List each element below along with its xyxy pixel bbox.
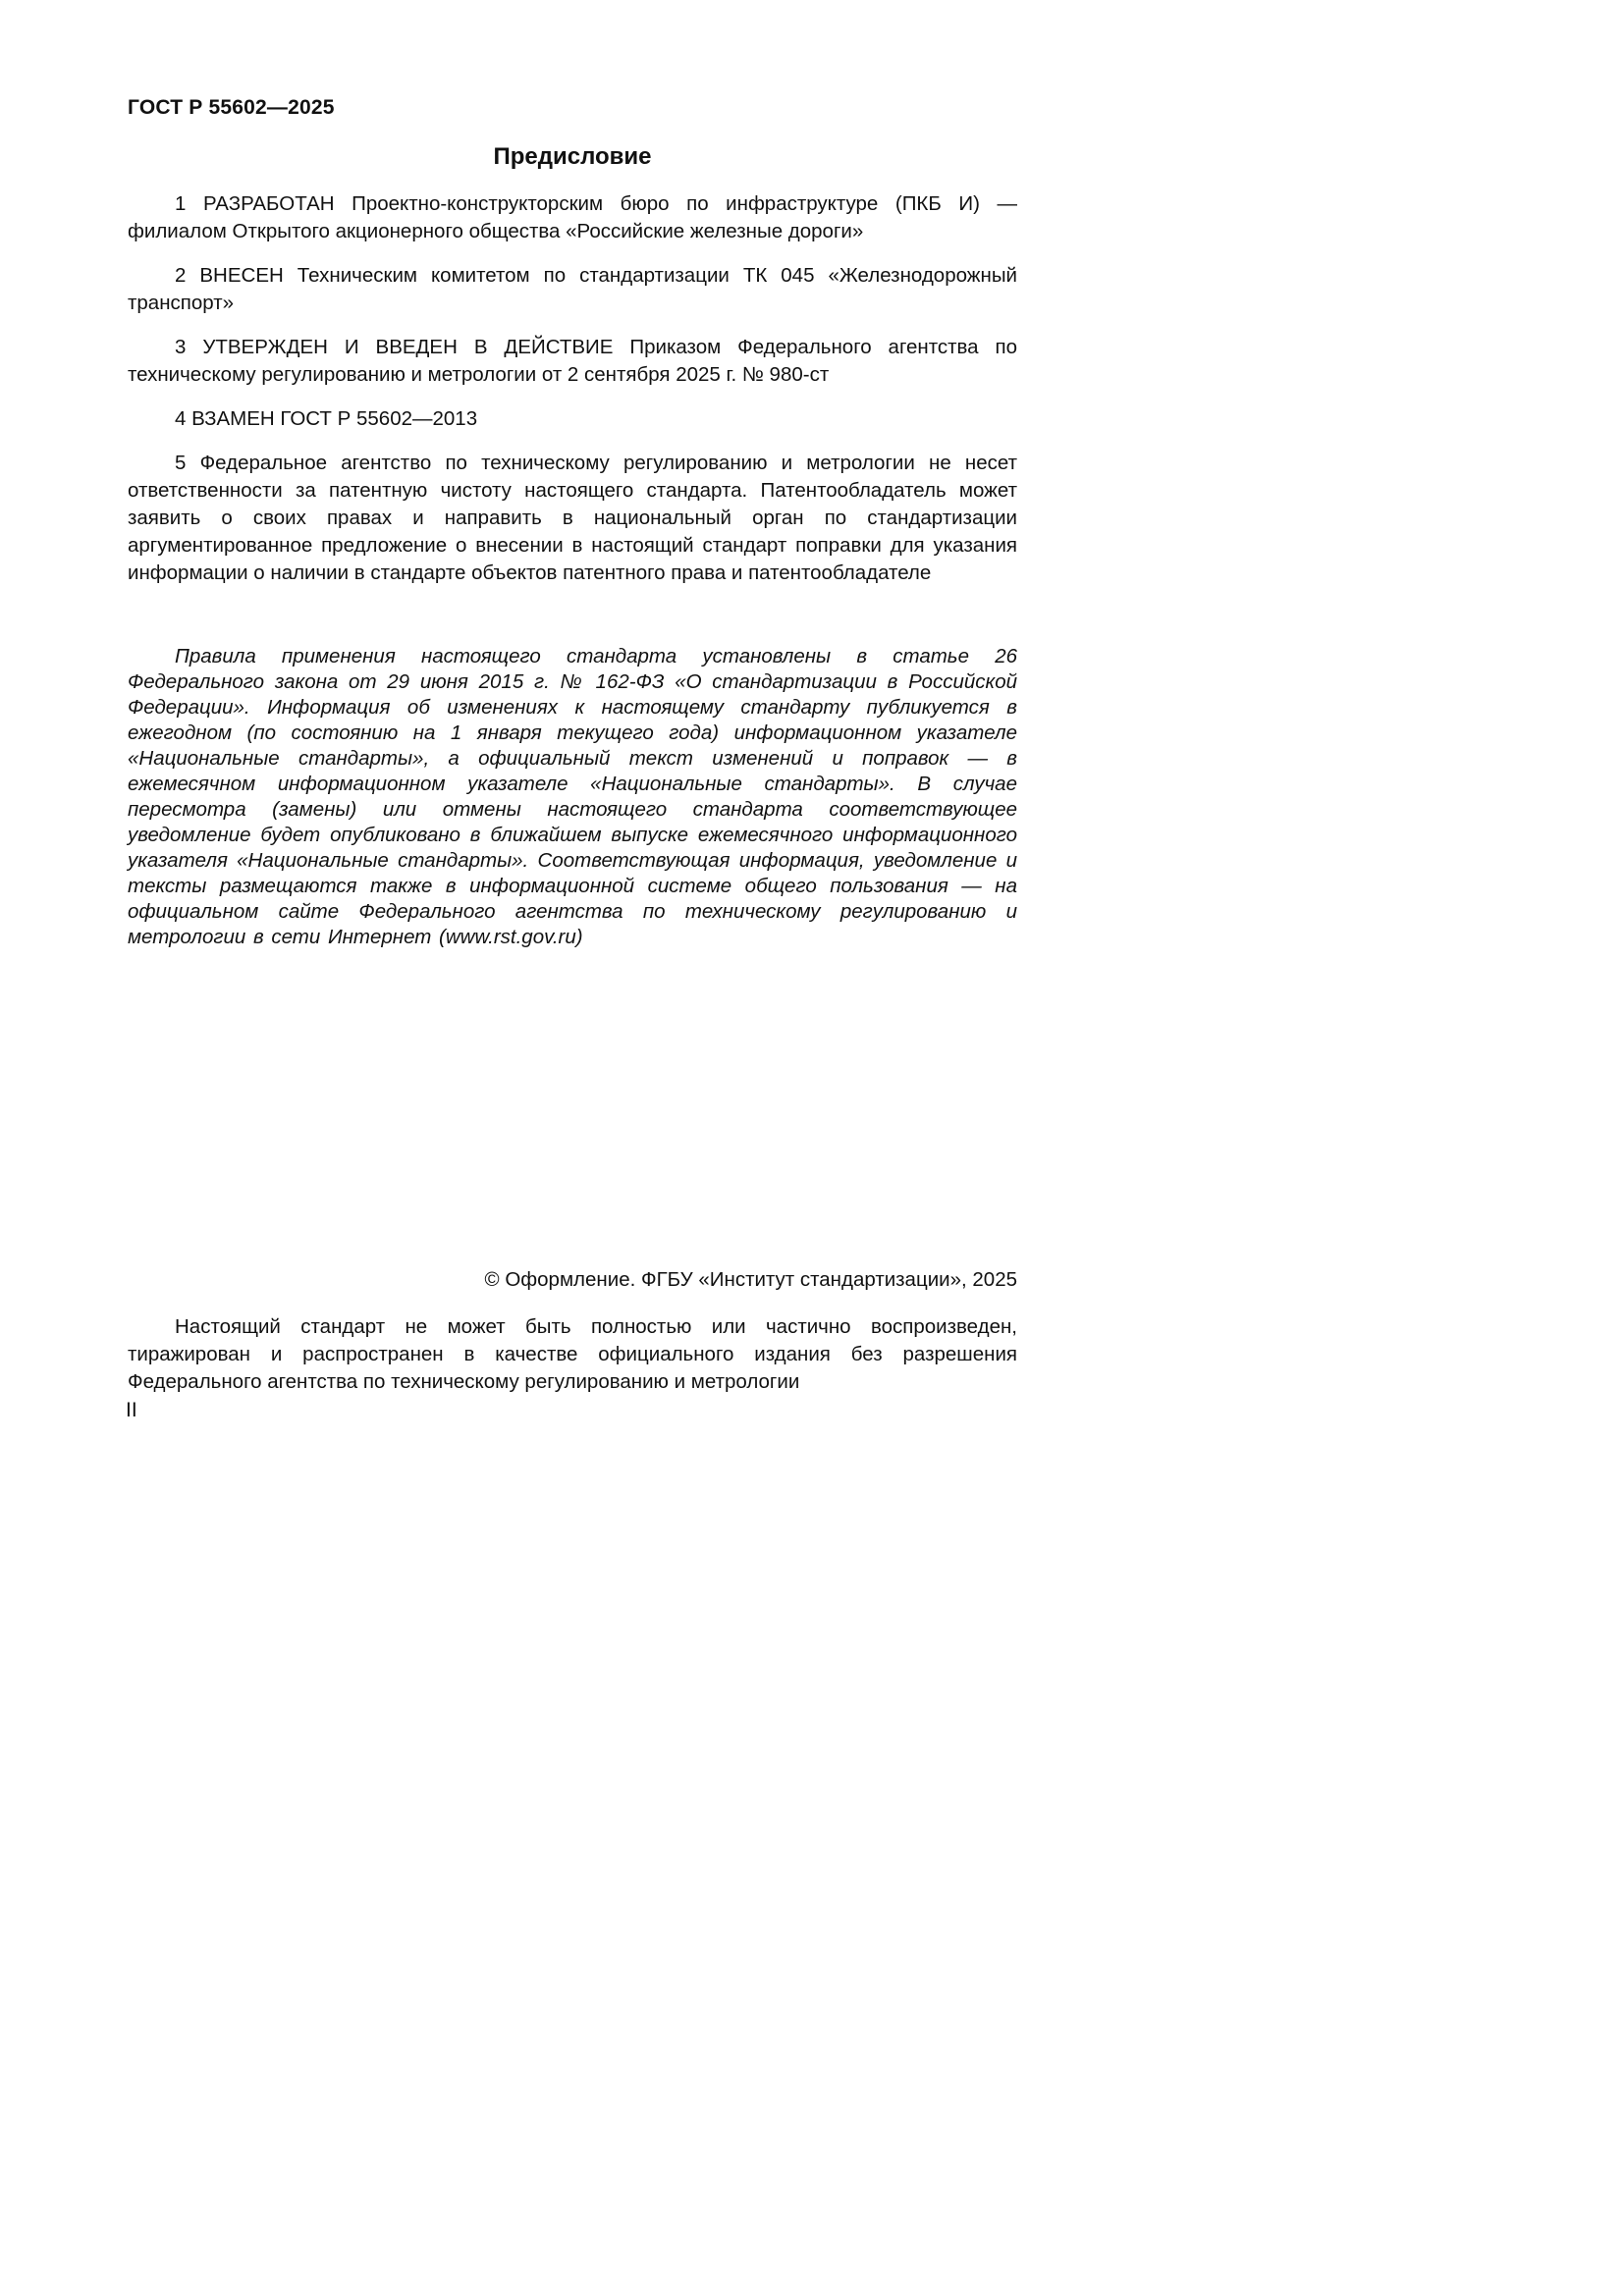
reproduction-restriction-note: Настоящий стандарт не может быть полностью или частично воспроизведен, тиражирован и распространен в качестве официального издания без разрешения Федерального агентства по техническому регулированию и метрологии [128,1315,1017,1393]
page-content [128,96,1017,950]
standard-number-header: ГОСТ Р 55602—2025 [128,96,335,119]
foreword-paragraph-submitted: 2 ВНЕСЕН Техническим комитетом по стандартизации ТК 045 «Железнодорожный транспорт» [128,264,1017,314]
foreword-paragraph-developed: 1 РАЗРАБОТАН Проектно-конструкторским бюро по инфраструктуре (ПКБ И) — филиалом Открытого акционерного общества «Российские железные дороги» [128,192,1017,242]
copyright-line: © Оформление. ФГБУ «Институт стандартизации», 2025 [484,1268,1017,1291]
page-number: II [126,1399,137,1421]
foreword-paragraph-approved: 3 УТВЕРЖДЕН И ВВЕДЕН В ДЕЙСТВИЕ Приказом Федерального агентства по техническому регулированию и метрологии от 2 сентября 2025 г. № 980-ст [128,336,1017,386]
foreword-paragraph-patent: 5 Федеральное агентство по техническому регулированию и метрологии не несет ответственности за патентную чистоту настоящего стандарта. Патентообладатель может заявить о своих правах и направить в национальный орган по стандартизации аргументированное предложение о внесении в настоящий стандарт поправки для указания информации о наличии в стандарте объектов патентного права и патентообладателе [128,452,1017,584]
foreword-paragraph-replaces: 4 ВЗАМЕН ГОСТ Р 55602—2013 [175,407,478,430]
application-rules-note: Правила применения настоящего стандарта установлены в статье 26 Федерального закона от 29 июня 2015 г. № 162-ФЗ «О стандартизации в Российской Федерации». Информация об изменениях к настоящему стандарту публикуется в ежегодном (по состоянию на 1 января текущего года) информационном указателе «Национальные стандарты», а официальный текст изменений и поправок — в ежемесячном информационном указателе «Национальные стандарты». В случае пересмотра (замены) или отмены настоящего стандарта соответствующее уведомление будет опубликовано в ближайшем выпуске ежемесячного информационного указателя «Национальные стандарты». Соответствующая информация, уведомление и тексты размещаются также в информационной системе общего пользования — на официальном сайте Федерального агентства по техническому регулированию и метрологии в сети Интернет (www.rst.gov.ru) [128,645,1017,948]
page-title: Предисловие [493,143,652,170]
